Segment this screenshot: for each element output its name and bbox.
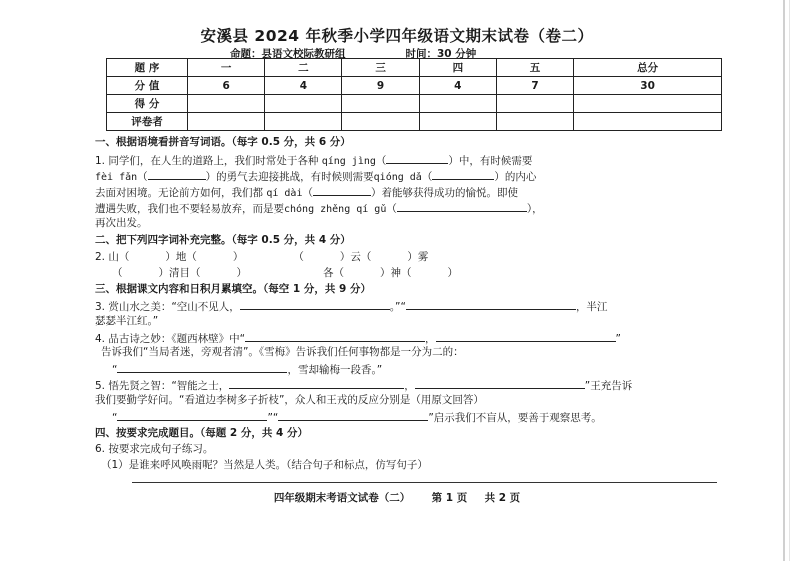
score-header-cell: 题 序 [107,59,188,77]
score-cell: 4 [419,77,496,95]
q5-line2: 我们要勤学好问。“看道边李树多子折枝”，众人和王戎的反应分别是（用原文回答） [95,394,484,406]
score-cell: 4 [265,77,342,95]
score-header-cell: 一 [188,59,265,77]
pinyin-prompt: qíng jìng [321,156,376,167]
score-input-cell[interactable] [188,95,265,113]
score-cell: 9 [342,77,419,95]
answer-blank[interactable] [229,377,404,389]
score-table [106,58,722,131]
q2-row1: 2. 山（ ）地（ ） （ ）云（ ）雾 [95,251,429,263]
pinyin-prompt: qí dài [266,188,303,199]
score-header-cell: 五 [496,59,573,77]
q4-line2: 告诉我们“当局者迷，旁观者清”。《雪梅》告诉我们任何事物都是一分为二的： [101,346,464,358]
score-cell: 分 值 [107,77,188,95]
score-table-row [107,95,722,113]
q6-instruction: 6. 按要求完成句子练习。 [95,443,214,455]
score-table-row [107,77,722,95]
answer-blank[interactable] [148,168,206,180]
q5-line1: 5. 悟先贤之智：“智能之士， ， ”王充告诉 [95,377,632,393]
grader-input-cell[interactable] [496,113,573,131]
answer-blank[interactable] [432,168,494,180]
answer-blank[interactable] [117,361,287,373]
q4-line3: “ ，雪却输梅一段香。” [112,361,382,377]
grader-input-cell[interactable] [188,113,265,131]
answer-blank[interactable] [313,184,371,196]
q4-line1: 4. 品古诗之妙：《题西林壁》中“ ， ” [95,330,621,346]
section2-heading: 二、把下列四字词补充完整。（每字 0.5 分，共 4 分） [95,234,351,246]
section4-heading: 四、按要求完成题目。（每题 2 分，共 4 分） [95,427,308,439]
pinyin-prompt: qióng dǎ [373,172,422,183]
answer-blank[interactable] [240,298,390,310]
q5-line3: “ ”“ ”启示我们不盲从，要善于观察思考。 [112,409,602,425]
score-header-cell: 总分 [574,59,722,77]
q6-1-prompt: （1）是谁来呼风唤雨呢？当然是人类。（结合句子和标点，仿写句子） [101,459,428,471]
q3-line2: 瑟瑟半江红。” [95,315,159,327]
pinyin-prompt: chóng zhěng qí gǔ [284,204,387,215]
score-header-cell: 四 [419,59,496,77]
answer-blank[interactable] [344,265,380,276]
answer-blank[interactable] [412,265,448,276]
q2-row2: （ ）清目（ ） 各（ ）神（ ） [112,267,458,279]
section1-heading: 一、根据语境看拼音写词语。（每字 0.5 分，共 6 分） [95,136,351,148]
score-table-header-row [107,59,722,77]
score-cell: 得 分 [107,95,188,113]
score-header-cell: 二 [265,59,342,77]
pinyin-prompt: fèi fǎn [95,172,138,183]
answer-blank[interactable] [304,249,340,260]
grader-input-cell[interactable] [419,113,496,131]
q1-line2: fèi fǎn（ ）的勇气去迎接挑战，有时候则需要qióng dǎ（ ）的内心 [95,168,536,185]
q1-line3: 去面对困境。无论前方如何，我们都 qí dài（ ）着能够获得成功的愉悦。即使 [95,184,518,201]
answer-blank[interactable] [436,330,616,342]
scan-edge [783,0,785,561]
q3-line1: 3. 赏山水之美：“空山不见人， 。”“ ，半江 [95,298,607,314]
answer-blank[interactable] [117,409,267,421]
score-cell: 6 [188,77,265,95]
answer-blank[interactable] [397,200,527,212]
score-cell: 评卷者 [107,113,188,131]
answer-blank[interactable] [123,265,159,276]
answer-blank[interactable] [201,265,237,276]
q1-line1: 1. 同学们，在人生的道路上，我们时常处于各种 qíng jìng（ ）中，有时候需要 [95,152,532,169]
score-header-cell: 三 [342,59,419,77]
answer-blank[interactable] [406,298,576,310]
grader-input-cell[interactable] [342,113,419,131]
exam-author: 命题：县语文校际教研组 [230,48,346,60]
score-cell: 7 [496,77,573,95]
score-input-cell[interactable] [265,95,342,113]
score-table-row [107,113,722,131]
footer-page: 第 1 页 [431,492,468,504]
answer-line[interactable] [132,482,717,483]
section3-heading: 三、根据课文内容和日积月累填空。（每空 1 分，共 9 分） [95,283,371,295]
page-footer [0,490,794,505]
score-input-cell[interactable] [496,95,573,113]
score-cell: 30 [574,77,722,95]
answer-blank[interactable] [371,249,407,260]
scan-edge [789,0,790,561]
grader-input-cell[interactable] [265,113,342,131]
footer-total: 共 2 页 [484,492,521,504]
score-input-cell[interactable] [342,95,419,113]
q1-line4: 遭遇失败，我们也不要轻易放弃，而是要chóng zhěng qí gǔ（ ）， [95,200,543,217]
footer-label: 四年级期末考语文试卷（二） [273,492,411,504]
exam-time: 时间：30 分钟 [405,48,477,60]
answer-blank[interactable] [245,330,425,342]
score-input-cell[interactable] [574,95,722,113]
answer-blank[interactable] [415,377,585,389]
answer-blank[interactable] [386,152,448,164]
grader-input-cell[interactable] [574,113,722,131]
q1-line5: 再次出发。 [95,217,148,229]
answer-blank[interactable] [129,249,165,260]
exam-title: 安溪县 2024 年秋季小学四年级语文期末试卷（卷二） [200,27,594,45]
answer-blank[interactable] [197,249,233,260]
answer-blank[interactable] [278,409,428,421]
score-input-cell[interactable] [419,95,496,113]
